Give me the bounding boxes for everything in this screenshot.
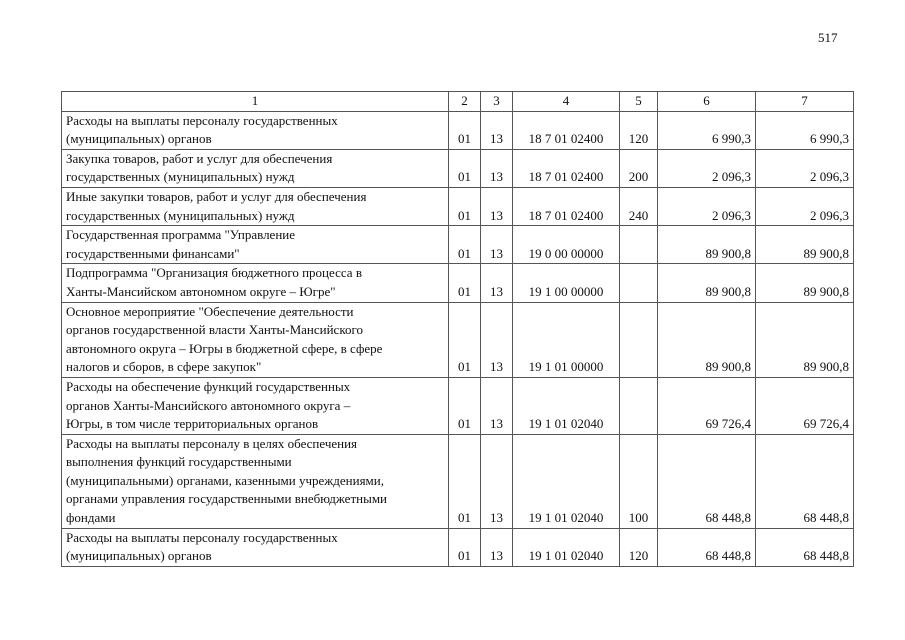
table-row <box>62 528 854 566</box>
description-line: Ханты-Мансийском автономном округе – Югре" <box>66 283 336 299</box>
description-line: Расходы на обеспечение функций государственных <box>66 378 351 394</box>
section-code: 01 <box>449 149 481 187</box>
table-row <box>62 434 854 528</box>
description-line: органов Ханты-Мансийского автономного округа – <box>66 397 351 413</box>
description-line: Югры, в том числе территориальных органов <box>66 416 319 432</box>
description-line: (муниципальными) органами, казенными учреждениями, <box>66 472 384 488</box>
section-code: 01 <box>449 434 481 528</box>
description-line: Иные закупки товаров, работ и услуг для обеспечения <box>66 188 367 204</box>
column-header-6: 6 <box>658 92 756 112</box>
description-line: государственных (муниципальных) нужд <box>66 207 295 223</box>
description-line: (муниципальных) органов <box>66 548 212 564</box>
description-line: государственными финансами" <box>66 245 240 261</box>
section-code: 01 <box>449 528 481 566</box>
column-header-4: 4 <box>513 92 620 112</box>
description-line: Расходы на выплаты персоналу государственных <box>66 529 338 545</box>
subsection-code: 13 <box>481 264 513 302</box>
description-line: государственных (муниципальных) нужд <box>66 169 295 185</box>
amount-col-6: 89 900,8 <box>658 226 756 264</box>
column-header-3: 3 <box>481 92 513 112</box>
subsection-code: 13 <box>481 434 513 528</box>
description-line: Основное мероприятие "Обеспечение деятельности <box>66 303 354 319</box>
column-header-5: 5 <box>620 92 658 112</box>
row-description <box>62 149 449 187</box>
description-line: Подпрограмма "Организация бюджетного процесса в <box>66 265 362 281</box>
subsection-code: 13 <box>481 528 513 566</box>
page-number: 517 <box>818 30 838 45</box>
description-line: фондами <box>66 510 116 526</box>
target-article-code: 19 0 00 00000 <box>513 226 620 264</box>
description-line: органов государственной власти Ханты-Мансийского <box>66 322 363 338</box>
subsection-code: 13 <box>481 111 513 149</box>
expense-type-code <box>620 377 658 434</box>
target-article-code: 19 1 01 02040 <box>513 434 620 528</box>
expense-type-code <box>620 226 658 264</box>
amount-col-7: 89 900,8 <box>756 264 854 302</box>
amount-col-7: 69 726,4 <box>756 377 854 434</box>
amount-col-7: 68 448,8 <box>756 528 854 566</box>
amount-col-7: 89 900,8 <box>756 302 854 377</box>
expense-type-code: 240 <box>620 187 658 225</box>
description-line: органами управления государственными внебюджетными <box>66 491 388 507</box>
description-line: налогов и сборов, в сфере закупок" <box>66 359 262 375</box>
amount-col-7: 6 990,3 <box>756 111 854 149</box>
header-row <box>62 92 854 112</box>
expense-type-code: 200 <box>620 149 658 187</box>
amount-col-7: 2 096,3 <box>756 149 854 187</box>
section-code: 01 <box>449 226 481 264</box>
amount-col-7: 2 096,3 <box>756 187 854 225</box>
section-code: 01 <box>449 187 481 225</box>
subsection-code: 13 <box>481 149 513 187</box>
row-description <box>62 111 449 149</box>
expense-type-code: 120 <box>620 528 658 566</box>
section-code: 01 <box>449 111 481 149</box>
row-description <box>62 302 449 377</box>
expense-type-code <box>620 264 658 302</box>
row-description <box>62 528 449 566</box>
subsection-code: 13 <box>481 226 513 264</box>
amount-col-6: 89 900,8 <box>658 264 756 302</box>
row-description <box>62 434 449 528</box>
description-line: автономного округа – Югры в бюджетной сфере, в сфере <box>66 340 383 356</box>
amount-col-6: 69 726,4 <box>658 377 756 434</box>
table-row <box>62 226 854 264</box>
amount-col-6: 89 900,8 <box>658 302 756 377</box>
row-description <box>62 187 449 225</box>
description-line: Государственная программа "Управление <box>66 227 296 243</box>
column-header-7: 7 <box>756 92 854 112</box>
amount-col-6: 6 990,3 <box>658 111 756 149</box>
column-header-2: 2 <box>449 92 481 112</box>
description-line: Закупка товаров, работ и услуг для обеспечения <box>66 150 333 166</box>
expense-type-code: 100 <box>620 434 658 528</box>
table-row <box>62 377 854 434</box>
amount-col-6: 2 096,3 <box>658 187 756 225</box>
table-row <box>62 302 854 377</box>
target-article-code: 18 7 01 02400 <box>513 187 620 225</box>
row-description <box>62 264 449 302</box>
table-row <box>62 264 854 302</box>
target-article-code: 18 7 01 02400 <box>513 111 620 149</box>
target-article-code: 18 7 01 02400 <box>513 149 620 187</box>
section-code: 01 <box>449 264 481 302</box>
table-row <box>62 187 854 225</box>
expense-type-code <box>620 302 658 377</box>
section-code: 01 <box>449 302 481 377</box>
subsection-code: 13 <box>481 187 513 225</box>
amount-col-6: 68 448,8 <box>658 528 756 566</box>
description-line: Расходы на выплаты персоналу в целях обеспечения <box>66 435 358 451</box>
amount-col-7: 68 448,8 <box>756 434 854 528</box>
section-code: 01 <box>449 377 481 434</box>
target-article-code: 19 1 00 00000 <box>513 264 620 302</box>
target-article-code: 19 1 01 02040 <box>513 377 620 434</box>
amount-col-6: 68 448,8 <box>658 434 756 528</box>
description-line: Расходы на выплаты персоналу государственных <box>66 112 338 128</box>
subsection-code: 13 <box>481 377 513 434</box>
budget-table <box>61 91 854 567</box>
row-description <box>62 226 449 264</box>
target-article-code: 19 1 01 00000 <box>513 302 620 377</box>
amount-col-6: 2 096,3 <box>658 149 756 187</box>
table-row <box>62 111 854 149</box>
amount-col-7: 89 900,8 <box>756 226 854 264</box>
subsection-code: 13 <box>481 302 513 377</box>
column-header-1: 1 <box>62 92 449 112</box>
table-row <box>62 149 854 187</box>
description-line: выполнения функций государственными <box>66 454 292 470</box>
description-line: (муниципальных) органов <box>66 131 212 147</box>
target-article-code: 19 1 01 02040 <box>513 528 620 566</box>
row-description <box>62 377 449 434</box>
expense-type-code: 120 <box>620 111 658 149</box>
